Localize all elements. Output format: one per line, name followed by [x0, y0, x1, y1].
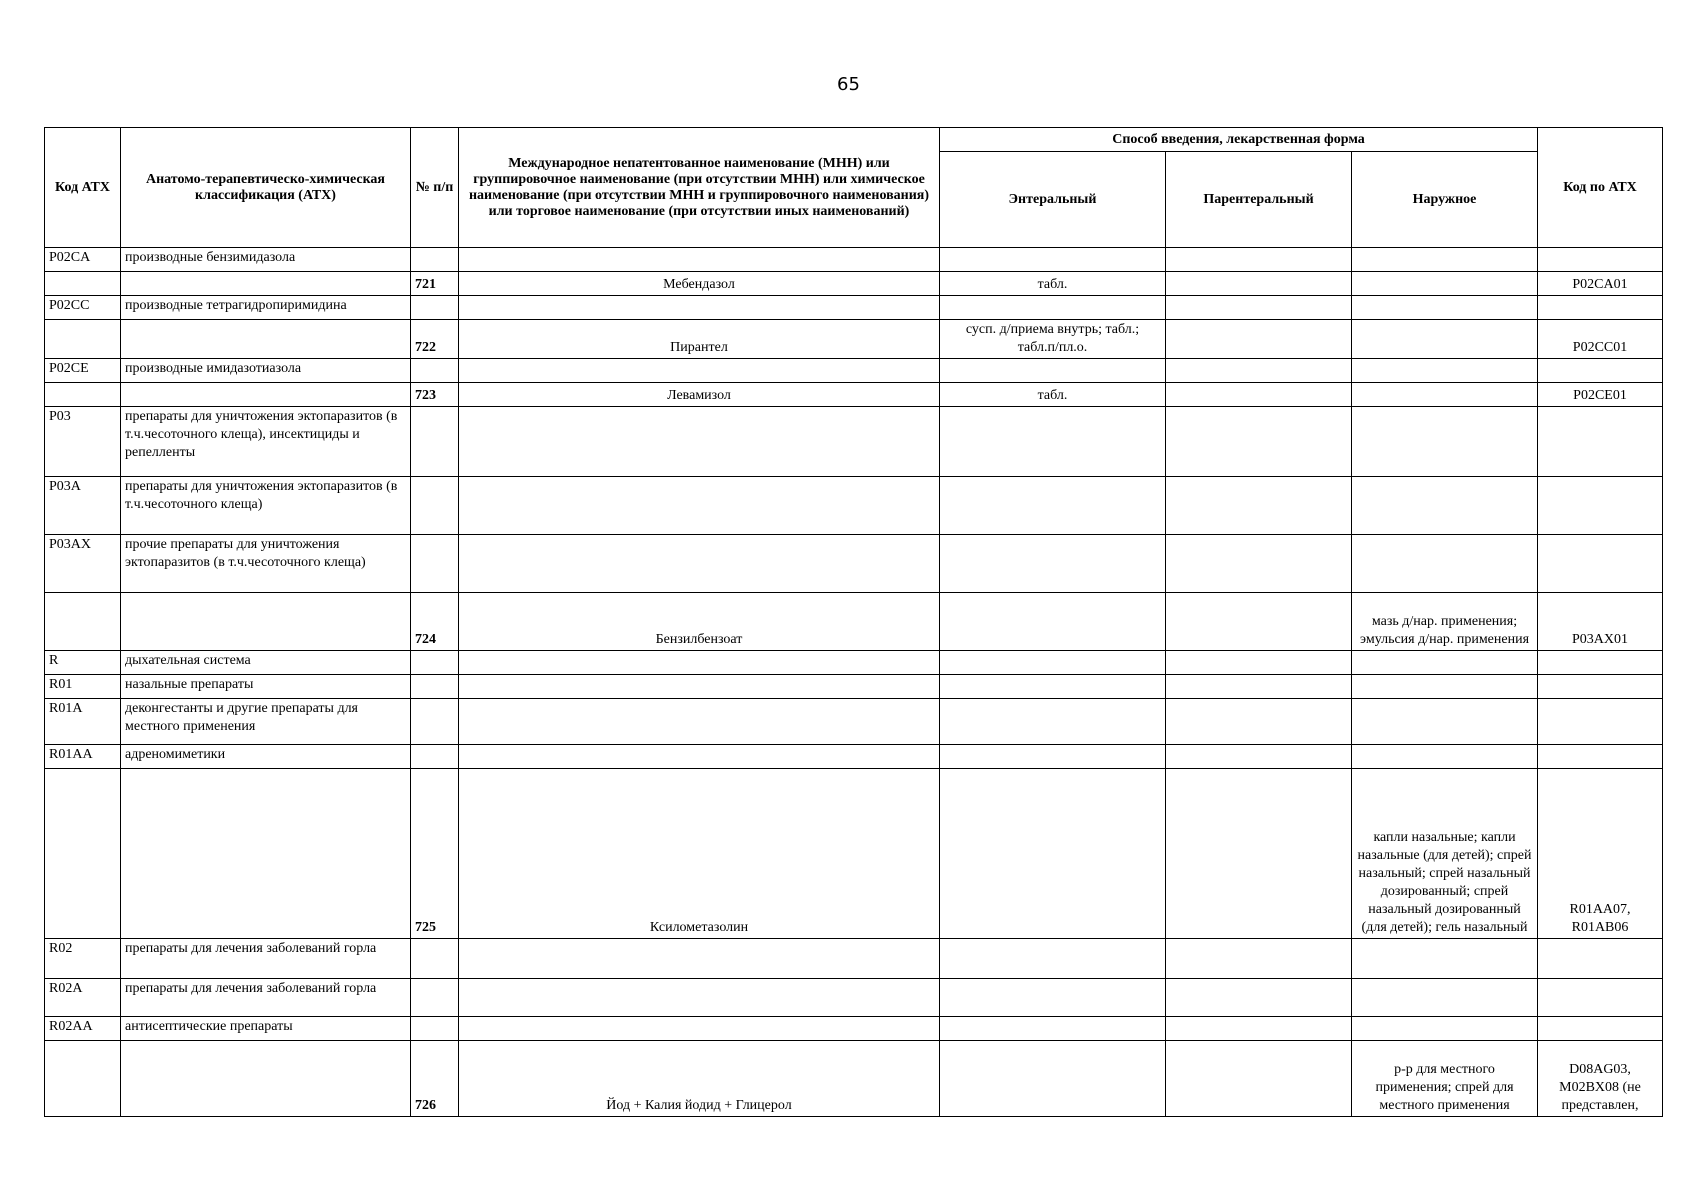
- external-form-cell: [1352, 320, 1538, 359]
- drug-name-cell: [459, 477, 940, 535]
- classification-cell: препараты для уничтожения эктопаразитов (в т.ч.чесоточного клеща), инсектициды и репелленты: [121, 407, 411, 477]
- parenteral-form-cell: [1166, 320, 1352, 359]
- drug-row: [45, 1041, 1663, 1117]
- group-row: [45, 979, 1663, 1017]
- atx-code-cell: R: [45, 651, 121, 675]
- group-row: [45, 248, 1663, 272]
- atx-code-cell: [45, 593, 121, 651]
- parenteral-form-cell: [1166, 593, 1352, 651]
- header-external: Наружное: [1352, 152, 1538, 248]
- external-form-cell: [1352, 359, 1538, 383]
- drug-name-cell: [459, 407, 940, 477]
- atx-code-cell: [45, 320, 121, 359]
- parenteral-form-cell: [1166, 383, 1352, 407]
- parenteral-form-cell: [1166, 1041, 1352, 1117]
- atx-code-cell: P02CC: [45, 296, 121, 320]
- atx-code-cell: [45, 272, 121, 296]
- external-form-cell: [1352, 248, 1538, 272]
- table-body: [45, 248, 1663, 1117]
- classification-cell: [121, 769, 411, 939]
- enteral-form-cell: [940, 651, 1166, 675]
- atx-code-ref-cell: [1538, 477, 1663, 535]
- table-header: [45, 128, 1663, 248]
- row-number-cell: 724: [411, 593, 459, 651]
- atx-code-ref-cell: P02CC01: [1538, 320, 1663, 359]
- enteral-form-cell: [940, 1017, 1166, 1041]
- row-number-cell: [411, 745, 459, 769]
- enteral-form-cell: [940, 407, 1166, 477]
- parenteral-form-cell: [1166, 939, 1352, 979]
- page-number: 65: [837, 74, 860, 95]
- drug-name-cell: [459, 535, 940, 593]
- enteral-form-cell: табл.: [940, 272, 1166, 296]
- enteral-form-cell: [940, 593, 1166, 651]
- drug-name-cell: Бензилбензоат: [459, 593, 940, 651]
- enteral-form-cell: [940, 939, 1166, 979]
- header-number: № п/п: [411, 128, 459, 248]
- atx-code-ref-cell: D08AG03, M02BX08 (не представлен,: [1538, 1041, 1663, 1117]
- header-name: Международное непатентованное наименование (МНН) или группировочное наименование (при отсутствии МНН) или химическое наименование (при отсутствии МНН и группировочного наименования) или торговое наименование (при отсутствии иных наименований): [459, 128, 940, 248]
- drug-name-cell: [459, 979, 940, 1017]
- row-number-cell: [411, 979, 459, 1017]
- atx-code-ref-cell: [1538, 535, 1663, 593]
- external-form-cell: [1352, 675, 1538, 699]
- group-row: [45, 651, 1663, 675]
- classification-cell: препараты для лечения заболеваний горла: [121, 979, 411, 1017]
- row-number-cell: [411, 359, 459, 383]
- header-route-group: Способ введения, лекарственная форма: [940, 128, 1538, 152]
- drug-name-cell: [459, 359, 940, 383]
- atx-code-ref-cell: [1538, 359, 1663, 383]
- drug-row: [45, 272, 1663, 296]
- external-form-cell: [1352, 535, 1538, 593]
- group-row: [45, 535, 1663, 593]
- row-number-cell: [411, 535, 459, 593]
- classification-cell: производные тетрагидропиримидина: [121, 296, 411, 320]
- parenteral-form-cell: [1166, 477, 1352, 535]
- enteral-form-cell: [940, 296, 1166, 320]
- group-row: [45, 699, 1663, 745]
- atx-code-ref-cell: [1538, 979, 1663, 1017]
- enteral-form-cell: [940, 745, 1166, 769]
- atx-code-ref-cell: [1538, 939, 1663, 979]
- external-form-cell: [1352, 383, 1538, 407]
- parenteral-form-cell: [1166, 699, 1352, 745]
- parenteral-form-cell: [1166, 296, 1352, 320]
- enteral-form-cell: [940, 769, 1166, 939]
- row-number-cell: [411, 248, 459, 272]
- atx-code-ref-cell: [1538, 675, 1663, 699]
- external-form-cell: р-р для местного применения; спрей для местного применения: [1352, 1041, 1538, 1117]
- atx-code-ref-cell: P03AX01: [1538, 593, 1663, 651]
- classification-cell: [121, 272, 411, 296]
- atx-code-ref-cell: P02CA01: [1538, 272, 1663, 296]
- group-row: [45, 407, 1663, 477]
- drug-row: [45, 593, 1663, 651]
- group-row: [45, 477, 1663, 535]
- classification-cell: препараты для лечения заболеваний горла: [121, 939, 411, 979]
- classification-cell: [121, 383, 411, 407]
- atx-code-cell: P03AX: [45, 535, 121, 593]
- atx-code-cell: R02A: [45, 979, 121, 1017]
- atx-code-cell: R02AA: [45, 1017, 121, 1041]
- row-number-cell: 723: [411, 383, 459, 407]
- external-form-cell: [1352, 699, 1538, 745]
- external-form-cell: [1352, 651, 1538, 675]
- classification-cell: деконгестанты и другие препараты для местного применения: [121, 699, 411, 745]
- row-number-cell: [411, 939, 459, 979]
- drug-name-cell: [459, 675, 940, 699]
- atx-code-ref-cell: [1538, 248, 1663, 272]
- parenteral-form-cell: [1166, 745, 1352, 769]
- parenteral-form-cell: [1166, 769, 1352, 939]
- external-form-cell: мазь д/нар. применения; эмульсия д/нар. применения: [1352, 593, 1538, 651]
- drug-name-cell: Мебендазол: [459, 272, 940, 296]
- atx-code-ref-cell: [1538, 1017, 1663, 1041]
- group-row: [45, 675, 1663, 699]
- classification-cell: [121, 1041, 411, 1117]
- atx-code-ref-cell: R01AA07, R01AB06: [1538, 769, 1663, 939]
- drug-name-cell: Йод + Калия йодид + Глицерол: [459, 1041, 940, 1117]
- parenteral-form-cell: [1166, 272, 1352, 296]
- drug-name-cell: [459, 248, 940, 272]
- atx-code-cell: P03A: [45, 477, 121, 535]
- atx-code-cell: P02CA: [45, 248, 121, 272]
- external-form-cell: [1352, 272, 1538, 296]
- atx-code-ref-cell: [1538, 296, 1663, 320]
- atx-code-cell: P02CE: [45, 359, 121, 383]
- group-row: [45, 359, 1663, 383]
- parenteral-form-cell: [1166, 359, 1352, 383]
- row-number-cell: 726: [411, 1041, 459, 1117]
- classification-cell: производные бензимидазола: [121, 248, 411, 272]
- classification-cell: адреномиметики: [121, 745, 411, 769]
- atx-code-ref-cell: [1538, 651, 1663, 675]
- enteral-form-cell: [940, 535, 1166, 593]
- row-number-cell: [411, 296, 459, 320]
- classification-cell: [121, 320, 411, 359]
- parenteral-form-cell: [1166, 675, 1352, 699]
- drug-name-cell: [459, 699, 940, 745]
- atx-code-cell: R01A: [45, 699, 121, 745]
- header-enteral: Энтеральный: [940, 152, 1166, 248]
- atx-code-cell: [45, 769, 121, 939]
- group-row: [45, 1017, 1663, 1041]
- drug-name-cell: [459, 296, 940, 320]
- drug-name-cell: [459, 745, 940, 769]
- classification-cell: назальные препараты: [121, 675, 411, 699]
- row-number-cell: 722: [411, 320, 459, 359]
- drug-name-cell: Ксилометазолин: [459, 769, 940, 939]
- parenteral-form-cell: [1166, 979, 1352, 1017]
- parenteral-form-cell: [1166, 535, 1352, 593]
- enteral-form-cell: табл.: [940, 383, 1166, 407]
- enteral-form-cell: [940, 699, 1166, 745]
- row-number-cell: [411, 651, 459, 675]
- row-number-cell: 725: [411, 769, 459, 939]
- parenteral-form-cell: [1166, 651, 1352, 675]
- drug-name-cell: Левамизол: [459, 383, 940, 407]
- classification-cell: препараты для уничтожения эктопаразитов (в т.ч.чесоточного клеща): [121, 477, 411, 535]
- atx-code-cell: R02: [45, 939, 121, 979]
- group-row: [45, 939, 1663, 979]
- enteral-form-cell: [940, 477, 1166, 535]
- classification-cell: прочие препараты для уничтожения эктопаразитов (в т.ч.чесоточного клеща): [121, 535, 411, 593]
- parenteral-form-cell: [1166, 248, 1352, 272]
- drug-name-cell: [459, 1017, 940, 1041]
- atx-code-cell: [45, 383, 121, 407]
- drug-row: [45, 383, 1663, 407]
- drug-name-cell: [459, 651, 940, 675]
- enteral-form-cell: [940, 1041, 1166, 1117]
- drug-name-cell: [459, 939, 940, 979]
- external-form-cell: капли назальные; капли назальные (для детей); спрей назальный; спрей назальный дозированный; спрей назальный дозированный (для детей); гель назальный: [1352, 769, 1538, 939]
- classification-cell: [121, 593, 411, 651]
- external-form-cell: [1352, 939, 1538, 979]
- drug-name-cell: Пирантел: [459, 320, 940, 359]
- parenteral-form-cell: [1166, 407, 1352, 477]
- classification-cell: дыхательная система: [121, 651, 411, 675]
- atx-code-cell: P03: [45, 407, 121, 477]
- enteral-form-cell: [940, 248, 1166, 272]
- group-row: [45, 296, 1663, 320]
- header-atx-code: Код по АТХ: [1538, 128, 1663, 248]
- atx-code-ref-cell: [1538, 699, 1663, 745]
- drug-row: [45, 769, 1663, 939]
- classification-cell: антисептические препараты: [121, 1017, 411, 1041]
- row-number-cell: [411, 699, 459, 745]
- drug-row: [45, 320, 1663, 359]
- external-form-cell: [1352, 979, 1538, 1017]
- group-row: [45, 745, 1663, 769]
- parenteral-form-cell: [1166, 1017, 1352, 1041]
- header-classification: Анатомо-терапевтическо-химическая классификация (АТХ): [121, 128, 411, 248]
- external-form-cell: [1352, 407, 1538, 477]
- enteral-form-cell: сусп. д/приема внутрь; табл.; табл.п/пл.о.: [940, 320, 1166, 359]
- external-form-cell: [1352, 296, 1538, 320]
- header-parenteral: Парентеральный: [1166, 152, 1352, 248]
- atx-code-cell: R01AA: [45, 745, 121, 769]
- classification-cell: производные имидазотиазола: [121, 359, 411, 383]
- external-form-cell: [1352, 745, 1538, 769]
- header-code-atx: Код АТХ: [45, 128, 121, 248]
- atx-code-ref-cell: [1538, 745, 1663, 769]
- enteral-form-cell: [940, 359, 1166, 383]
- external-form-cell: [1352, 1017, 1538, 1041]
- enteral-form-cell: [940, 979, 1166, 1017]
- row-number-cell: [411, 407, 459, 477]
- drug-table: [44, 127, 1663, 1117]
- external-form-cell: [1352, 477, 1538, 535]
- enteral-form-cell: [940, 675, 1166, 699]
- atx-code-ref-cell: [1538, 407, 1663, 477]
- atx-code-cell: R01: [45, 675, 121, 699]
- row-number-cell: [411, 675, 459, 699]
- row-number-cell: [411, 477, 459, 535]
- atx-code-cell: [45, 1041, 121, 1117]
- row-number-cell: 721: [411, 272, 459, 296]
- row-number-cell: [411, 1017, 459, 1041]
- atx-code-ref-cell: P02CE01: [1538, 383, 1663, 407]
